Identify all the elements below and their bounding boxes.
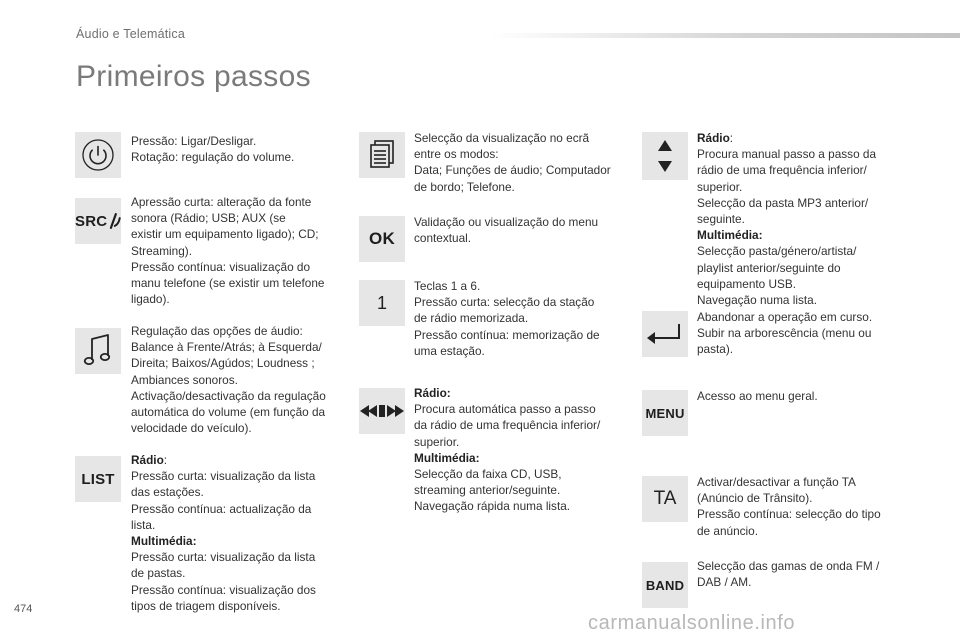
- seek-description: Rádio: Procura automática passo a passo da rádio de uma frequência inferior/ superior. Multimédia: Selecção da faixa CD, USB, streaming anterior/seguinte. Navegação rápida numa lista.: [414, 386, 601, 514]
- back-button[interactable]: [642, 311, 688, 357]
- back-description: Abandonar a operação em curso. Subir na arborescência (menu ou pasta).: [697, 310, 873, 357]
- watermark: carmanualsonline.info: [588, 612, 796, 634]
- display-mode-button[interactable]: [359, 132, 405, 178]
- ok-button[interactable]: [359, 216, 405, 262]
- display-description: Selecção da visualização no ecrã entre os modos: Data; Funções de áudio; Computador de bordo; Telefone.: [414, 131, 611, 194]
- page-title: Primeiros passos: [76, 60, 311, 93]
- ok-description: Validação ou visualização do menu contextual.: [414, 215, 599, 246]
- source-description: Apressão curta: alteração da fonte sonora (Rádio; USB; AUX (se existir um equipamento ligado); CD; Streaming). Pressão contínua: visualização do manu telefone (se existir um telefone ligado).: [131, 195, 325, 307]
- ok-button-label: OK: [369, 229, 395, 248]
- section-header: Áudio e Telemática: [76, 27, 185, 41]
- display-pages-icon: [366, 138, 398, 172]
- power-description: Pressão: Ligar/Desligar. Rotação: regulação do volume.: [131, 134, 295, 165]
- band-button-label: BAND: [645, 577, 685, 593]
- ta-button-label: TA: [653, 488, 677, 509]
- ta-button[interactable]: [642, 476, 688, 522]
- list-button-label: LIST: [81, 470, 115, 488]
- updown-description: Rádio: Procura manual passo a passo da rádio de uma frequência inferior/ superior. Selecção da pasta MP3 anterior/ seguinte. Multimédia: Selecção pasta/género/artista/ playlist anterior/seguinte do equipamento USB. Navegação numa lista.: [697, 131, 877, 308]
- seek-arrows-icon: [360, 404, 404, 418]
- phone-slash-icon: [107, 212, 121, 230]
- up-down-button[interactable]: [642, 132, 688, 180]
- band-description: Selecção das gamas de onda FM / DAB / AM.: [697, 559, 880, 590]
- up-down-arrows-icon: [657, 138, 673, 174]
- menu-button-label: MENU: [645, 405, 685, 421]
- list-description: Rádio: Pressão curta: visualização da lista das estações. Pressão contínua: actualização da lista. Multimédia: Pressão curta: visualização da lista de pastas. Pressão contínua: visualização dos tipos de triagem disponíveis.: [131, 453, 316, 613]
- list-button[interactable]: [75, 456, 121, 502]
- audio-description: Regulação das opções de áudio: Balance à Frente/Atrás; à Esquerda/ Direita; Baixos/Agúdos; Loudness ; Ambiances sonoros. Activação/desactivação da regulação automática do volume (em função da velocidade do veículo).: [131, 324, 326, 436]
- page-number: 474: [14, 603, 33, 615]
- header-rule: [490, 33, 960, 38]
- source-button-label: SRC: [75, 212, 108, 230]
- source-button[interactable]: [75, 198, 121, 244]
- presets-description: Teclas 1 a 6. Pressão curta: selecção da stação de rádio memorizada. Pressão contínua: memorização de uma estação.: [414, 279, 600, 358]
- menu-description: Acesso ao menu geral.: [697, 389, 818, 403]
- preset-button[interactable]: [359, 280, 405, 326]
- band-button[interactable]: [642, 562, 688, 608]
- ta-description: Activar/desactivar a função TA (Anúncio de Trânsito). Pressão contínua: selecção do tipo de anúncio.: [697, 475, 881, 538]
- preset-button-label: 1: [376, 292, 387, 313]
- music-note-icon: [83, 333, 113, 369]
- return-arrow-icon: [646, 321, 684, 347]
- seek-button[interactable]: [359, 388, 405, 434]
- power-icon: [81, 138, 115, 172]
- menu-button[interactable]: [642, 390, 688, 436]
- power-button[interactable]: [75, 132, 121, 178]
- audio-settings-button[interactable]: [75, 328, 121, 374]
